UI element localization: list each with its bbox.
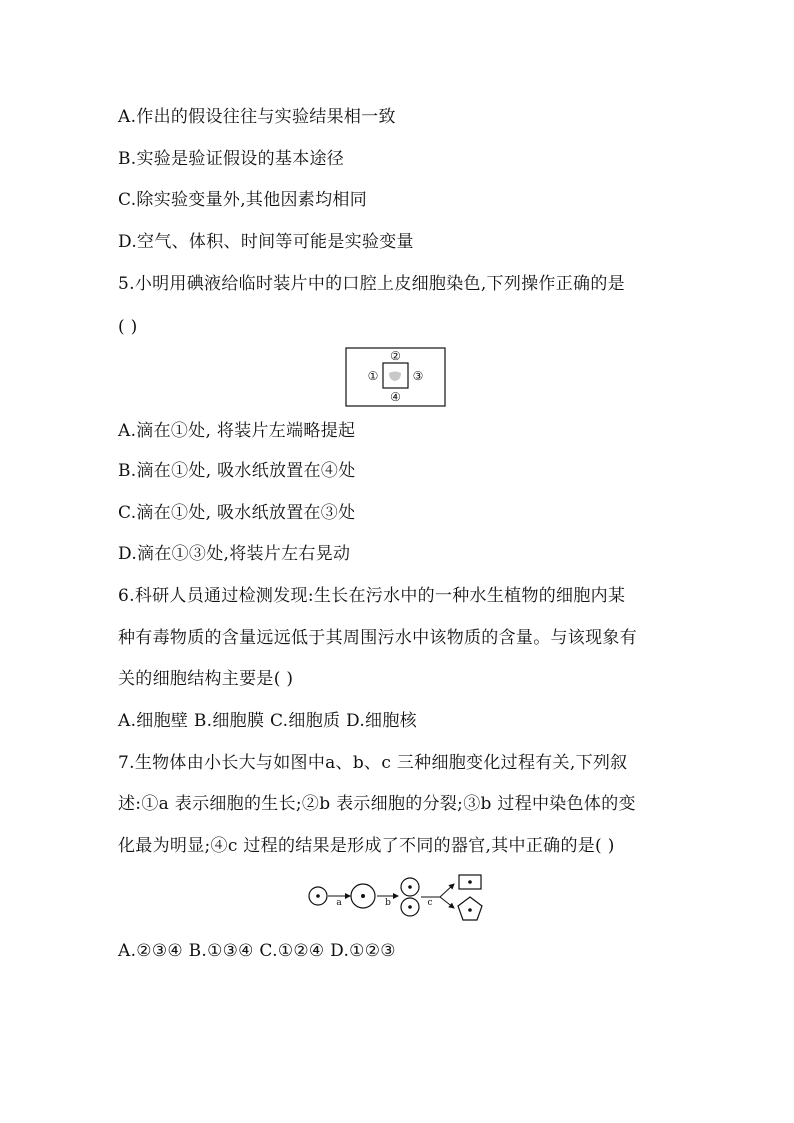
label-a: a — [336, 898, 342, 908]
q5-option-c: C.滴在①处, 吸水纸放置在③处 — [118, 503, 356, 523]
q7-stem-line2: 述:①a 表示细胞的生长;②b 表示细胞的分裂;③b 过程中染色体的变 — [118, 794, 636, 814]
q5-stem-line2: ( ) — [118, 317, 138, 337]
q7-stem-line3: 化最为明显;④c 过程的结果是形成了不同的器官,其中正确的是( ) — [118, 836, 615, 856]
q7-options: A.②③④ B.①③④ C.①②④ D.①②③ — [118, 941, 396, 961]
q6-options: A.细胞壁 B.细胞膜 C.细胞质 D.细胞核 — [118, 711, 417, 731]
divided-cell-bottom — [401, 898, 419, 916]
grown-cell — [351, 884, 375, 908]
q4-option-a: A.作出的假设往往与实验结果相一致 — [118, 107, 396, 127]
q6-stem-line3: 关的细胞结构主要是( ) — [118, 669, 294, 689]
small-cell — [309, 887, 327, 905]
cell-change-diagram — [306, 874, 496, 922]
q4-option-d: D.空气、体积、时间等可能是实验变量 — [118, 232, 414, 252]
label-top: ② — [390, 349, 401, 363]
q5-option-a: A.滴在①处, 将装片左端略提起 — [118, 421, 356, 441]
label-c: c — [427, 898, 433, 908]
q7-stem-line1: 7.生物体由小长大与如图中a、b、c 三种细胞变化过程有关,下列叙 — [118, 753, 628, 773]
label-b: b — [385, 898, 391, 908]
slide-diagram — [345, 347, 447, 409]
divided-cell-top — [401, 878, 419, 896]
label-bottom: ④ — [390, 390, 401, 404]
q4-option-c: C.除实验变量外,其他因素均相同 — [118, 190, 368, 210]
square-cell — [459, 875, 481, 889]
q5-stem-line1: 5.小明用碘液给临时装片中的口腔上皮细胞染色,下列操作正确的是 — [118, 274, 625, 294]
q5-option-b: B.滴在①处, 吸水纸放置在④处 — [118, 461, 356, 481]
arrow-c-up — [440, 884, 454, 897]
label-left: ① — [367, 369, 379, 383]
label-right: ③ — [412, 369, 424, 383]
q6-stem-line1: 6.科研人员通过检测发现:生长在污水中的一种水生植物的细胞内某 — [118, 586, 626, 606]
pentagon-cell — [458, 897, 482, 920]
q6-stem-line2: 种有毒物质的含量远远低于其周围污水中该物质的含量。与该现象有 — [118, 628, 637, 648]
q4-option-b: B.实验是验证假设的基本途径 — [118, 149, 345, 169]
q5-option-d: D.滴在①③处,将装片左右晃动 — [118, 544, 351, 564]
arrow-c-down — [440, 897, 454, 908]
